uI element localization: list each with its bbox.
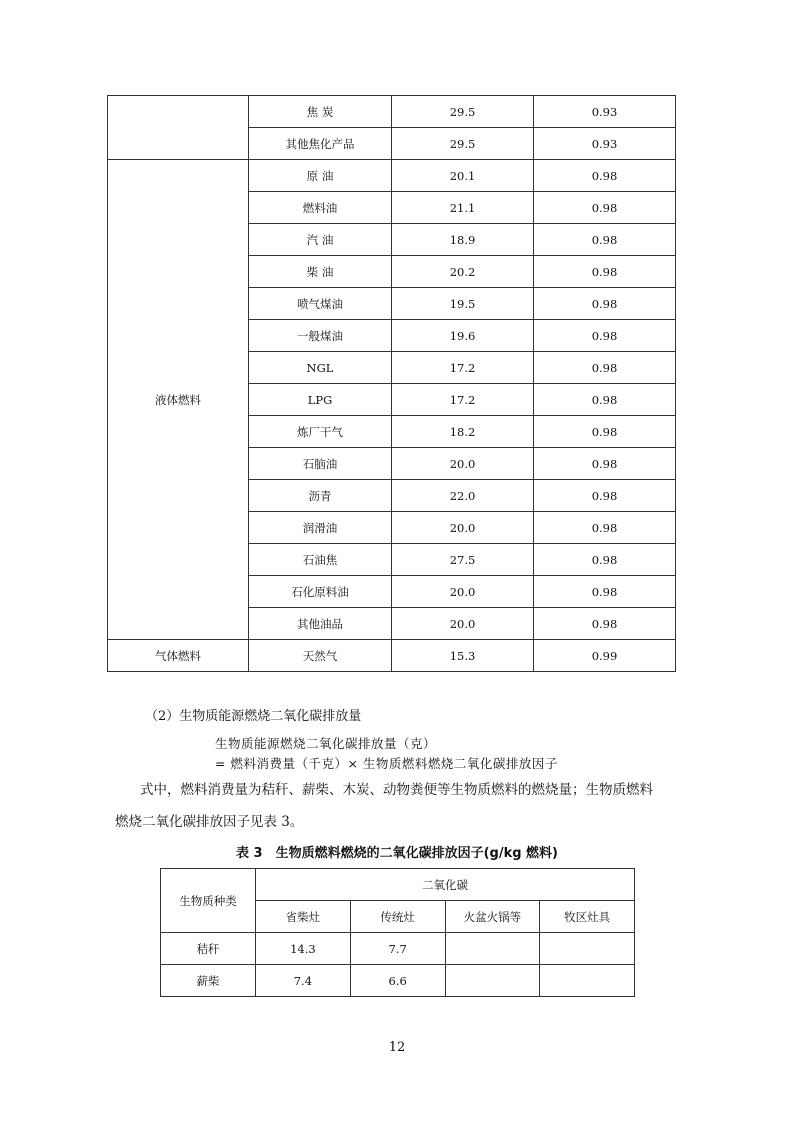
value-cell: 0.98 [534,416,676,448]
fuel-category-cell: 气体燃料 [108,640,249,672]
paragraph-line-2: 燃烧二氧化碳排放因子见表 3。 [115,814,304,830]
section-heading: （2）生物质能源燃烧二氧化碳排放量 [145,709,362,724]
fuel-name-cell: 其他油品 [249,608,392,640]
value-cell: 29.5 [392,128,534,160]
value-cell: 20.1 [392,160,534,192]
value-cell: 17.2 [392,384,534,416]
value-cell: 14.3 [256,933,351,965]
value-cell: 20.0 [392,512,534,544]
fuel-name-cell: 石脑油 [249,448,392,480]
fuel-name-cell: 天然气 [249,640,392,672]
fuel-name-cell: 沥青 [249,480,392,512]
fuel-name-cell: 润滑油 [249,512,392,544]
fuel-name-cell: 石油焦 [249,544,392,576]
table-row [161,965,635,997]
fuel-name-cell: 柴 油 [249,256,392,288]
header-stove: 牧区灶具 [540,901,635,933]
fuel-category-cell: 液体燃料 [108,160,249,640]
fuel-name-cell: NGL [249,352,392,384]
value-cell: 7.7 [350,933,445,965]
table-row [161,933,635,965]
fuel-name-cell: 焦 炭 [249,96,392,128]
value-cell: 0.98 [534,224,676,256]
value-cell [540,965,635,997]
value-cell [445,965,540,997]
value-cell: 22.0 [392,480,534,512]
formula-line-1: 生物质能源燃烧二氧化碳排放量（克） [215,736,437,751]
table-row [108,160,676,192]
fuel-name-cell: 燃料油 [249,192,392,224]
value-cell: 0.99 [534,640,676,672]
value-cell: 0.98 [534,384,676,416]
value-cell: 27.5 [392,544,534,576]
fuel-name-cell: 原 油 [249,160,392,192]
value-cell: 0.98 [534,576,676,608]
value-cell: 15.3 [392,640,534,672]
emission-factor-table-body [108,96,676,672]
value-cell: 17.2 [392,352,534,384]
fuel-name-cell: 石化原料油 [249,576,392,608]
emission-factor-table [107,95,676,672]
table-3-caption: 表 3 生物质燃料燃烧的二氧化碳排放因子(g/kg 燃料) [236,846,558,861]
value-cell: 0.98 [534,288,676,320]
value-cell: 0.93 [534,96,676,128]
biomass-emission-table [160,868,635,997]
table-row [108,96,676,128]
value-cell: 21.1 [392,192,534,224]
value-cell [540,933,635,965]
value-cell: 0.98 [534,448,676,480]
value-cell: 20.0 [392,576,534,608]
biomass-type-cell: 薪柴 [161,965,256,997]
fuel-category-cell [108,96,249,160]
value-cell [445,933,540,965]
value-cell: 0.98 [534,608,676,640]
value-cell: 19.6 [392,320,534,352]
value-cell: 20.0 [392,608,534,640]
value-cell: 0.98 [534,512,676,544]
value-cell: 20.0 [392,448,534,480]
fuel-name-cell: 炼厂干气 [249,416,392,448]
fuel-name-cell: 喷气煤油 [249,288,392,320]
value-cell: 0.98 [534,352,676,384]
fuel-name-cell: 其他焦化产品 [249,128,392,160]
fuel-name-cell: 一般煤油 [249,320,392,352]
value-cell: 0.98 [534,480,676,512]
value-cell: 0.98 [534,256,676,288]
value-cell: 19.5 [392,288,534,320]
fuel-name-cell: LPG [249,384,392,416]
table-row [108,640,676,672]
header-co2: 二氧化碳 [256,869,635,901]
value-cell: 0.98 [534,320,676,352]
paragraph-line-1: 式中，燃料消费量为秸秆、薪柴、木炭、动物粪便等生物质燃料的燃烧量；生物质燃料 [140,782,653,798]
value-cell: 29.5 [392,96,534,128]
value-cell: 0.98 [534,192,676,224]
value-cell: 0.93 [534,128,676,160]
header-stove: 火盆火锅等 [445,901,540,933]
value-cell: 6.6 [350,965,445,997]
value-cell: 0.98 [534,544,676,576]
header-stove: 传统灶 [350,901,445,933]
value-cell: 18.2 [392,416,534,448]
header-biomass-type: 生物质种类 [161,869,256,933]
value-cell: 7.4 [256,965,351,997]
value-cell: 18.9 [392,224,534,256]
header-stove: 省柴灶 [256,901,351,933]
biomass-type-cell: 秸秆 [161,933,256,965]
page-number: 12 [388,1040,406,1055]
value-cell: 0.98 [534,160,676,192]
formula-line-2: = 燃料消费量（千克）× 生物质燃料燃烧二氧化碳排放因子 [215,756,558,771]
fuel-name-cell: 汽 油 [249,224,392,256]
value-cell: 20.2 [392,256,534,288]
